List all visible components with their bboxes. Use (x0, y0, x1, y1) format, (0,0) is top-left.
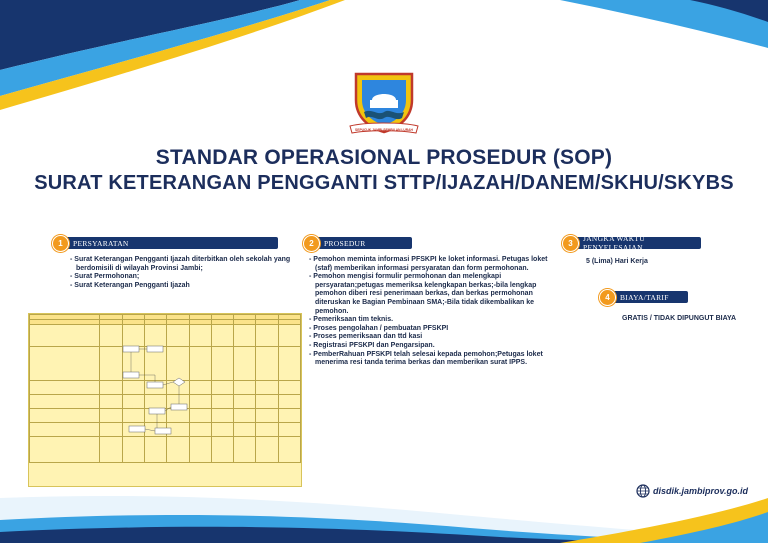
section-number-badge: 1 (52, 235, 69, 252)
section-jangka-waktu-header (562, 236, 701, 250)
page-subtitle: SURAT KETERANGAN PENGGANTI STTP/IJAZAH/DANEM/SKHU/SKYBS (34, 172, 734, 194)
sop-flowchart-document-icon (28, 313, 302, 487)
list-item: - Surat Keterangan Pengganti Ijazah (70, 281, 190, 289)
list-item: - Pemohon meminta informasi PFSKPI ke loket informasi. Petugas loket (staf) memberikan informasi persyaratan dan form permohonan. (309, 256, 548, 272)
jangka-waktu-value: 5 (Lima) Hari Kerja (586, 258, 648, 265)
list-item: - Proses pengolahan / pembuatan PFSKPI (309, 324, 449, 332)
footer-website (636, 484, 748, 498)
section-label: PROSEDUR (314, 237, 412, 249)
section-label: BIAYA/TARIF (610, 291, 688, 303)
section-prosedur-header (303, 236, 412, 250)
list-item: - Pemeriksaan tim teknis. (309, 316, 394, 324)
list-item: - PemberRahuan PFSKPI telah selesai kepada pemohon;Petugas loket menerima resi tanda terima berkas dan memberikan surat IPPS. (309, 350, 543, 367)
section-label: JANGKA WAKTU PENYELESAIAN (573, 237, 701, 249)
list-item: - Pemohon mengisi formulir permohonan dan melengkapi persyaratan;petugas memeriksa kelengkapan berkas;-bila lengkap pemohon diberi resi penerimaan berkas, dan berkas permohonan diteruskan ke Bagian Pembinaan SMA;-Bila tidak dikembalikan ke pemohon. (309, 273, 537, 315)
list-item: - Proses pemeriksaan dan ttd kasi (309, 333, 423, 341)
section-label: PERSYARATAN (63, 237, 278, 249)
province-emblem-icon (346, 70, 422, 136)
flowchart-shapes (119, 342, 209, 452)
section-number-badge: 4 (599, 289, 616, 306)
list-item: - Registrasi PFSKPI dan Pengarsipan. (309, 341, 435, 349)
section-number-badge: 2 (303, 235, 320, 252)
persyaratan-list (70, 256, 302, 290)
section-biaya-header (599, 290, 688, 304)
section-persyaratan-header (52, 236, 278, 250)
section-number-badge: 3 (562, 235, 579, 252)
page-title: STANDAR OPERASIONAL PROSEDUR (SOP) (155, 146, 613, 169)
list-item: - Surat Permohonan; (70, 273, 140, 281)
svg-text:SEPUCUK JAMBI SEMBILAN LURAH: SEPUCUK JAMBI SEMBILAN LURAH (355, 128, 413, 132)
biaya-value: GRATIS / TIDAK DIPUNGUT BIAYA (622, 315, 737, 322)
list-item: - Surat Keterangan Pengganti Ijazah diterbitkan oleh sekolah yang berdomisili di wilayah Provinsi Jambi; (70, 256, 291, 272)
website-text: disdik.jambiprov.go.id (653, 486, 749, 496)
prosedur-list (309, 256, 557, 368)
globe-icon (636, 484, 650, 498)
